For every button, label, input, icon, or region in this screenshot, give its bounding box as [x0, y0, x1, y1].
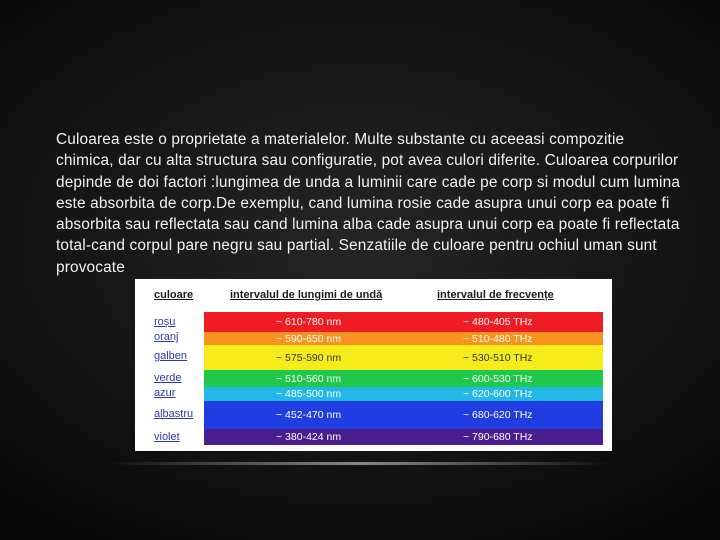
- color-name: verde: [154, 372, 182, 384]
- spectrum-band: [204, 387, 603, 401]
- frequency-value: ~ 600-530 THz: [463, 372, 533, 385]
- frequency-value: ~ 480-405 THz: [463, 316, 533, 328]
- spectrum-row-blue: [135, 401, 612, 429]
- spectrum-band: [204, 345, 603, 370]
- slide-body-text: Culoarea este o proprietate a materialelor. Multe substante cu aceeasi compozitie chimica, dar cu alta structura sau configuratie, pot avea culori diferite. Culoarea corpurilor depinde de doi factori :lungimea de unda a luminii care cade pe corp si modul cum lumina este absorbita de corp.De exemplu, cand lumina rosie cade asupra unui corp ea poate fi absorbita sau reflectata sau cand lumina alba cade asupra unui corp ea poate fi reflectata total-cand corpul pare negru sau partial. Senzatiile de culoare pentru ochiul uman sunt provocate: [56, 131, 681, 276]
- spectrum-row-green: [135, 370, 612, 387]
- header-color: culoare: [154, 289, 194, 301]
- header-wavelength: intervalul de lungimi de undă: [230, 289, 383, 301]
- color-name: galben: [154, 350, 188, 362]
- color-name: violet: [154, 431, 180, 443]
- color-name: roșu: [154, 316, 176, 328]
- wavelength-value: ~ 610-780 nm: [276, 316, 342, 328]
- frequency-value: ~ 680-620 THz: [463, 409, 533, 421]
- spectrum-row-cyan: [135, 387, 612, 401]
- color-name: oranj: [154, 331, 179, 343]
- frequency-value: ~ 530-510 THz: [463, 351, 533, 364]
- spectrum-band: [204, 370, 603, 387]
- spectrum-table-header: [135, 279, 612, 309]
- color-name: albastru: [154, 408, 194, 420]
- spectrum-table-image: [135, 279, 612, 451]
- spectrum-band: [204, 312, 603, 332]
- wavelength-value: ~ 380-424 nm: [276, 431, 342, 443]
- spectrum-row-red: [135, 312, 612, 332]
- wavelength-value: ~ 575-590 nm: [276, 351, 342, 364]
- wavelength-value: ~ 485-500 nm: [276, 388, 342, 400]
- header-frequency: intervalul de frecvențe: [437, 289, 554, 301]
- spectrum-band: [204, 401, 603, 429]
- slide-divider: [110, 462, 610, 465]
- wavelength-value: ~ 510-560 nm: [276, 372, 342, 385]
- frequency-value: ~ 790-680 THz: [463, 431, 533, 443]
- frequency-value: ~ 620-600 THz: [463, 388, 533, 400]
- spectrum-row-orange: [135, 332, 612, 345]
- spectrum-band: [204, 332, 603, 345]
- spectrum-row-yellow: [135, 345, 612, 370]
- spectrum-row-violet: [135, 429, 612, 445]
- wavelength-value: ~ 590-650 nm: [276, 332, 342, 345]
- wavelength-value: ~ 452-470 nm: [276, 409, 342, 421]
- frequency-value: ~ 510-480 THz: [463, 332, 533, 345]
- color-name: azur: [154, 387, 176, 399]
- spectrum-band: [204, 429, 603, 445]
